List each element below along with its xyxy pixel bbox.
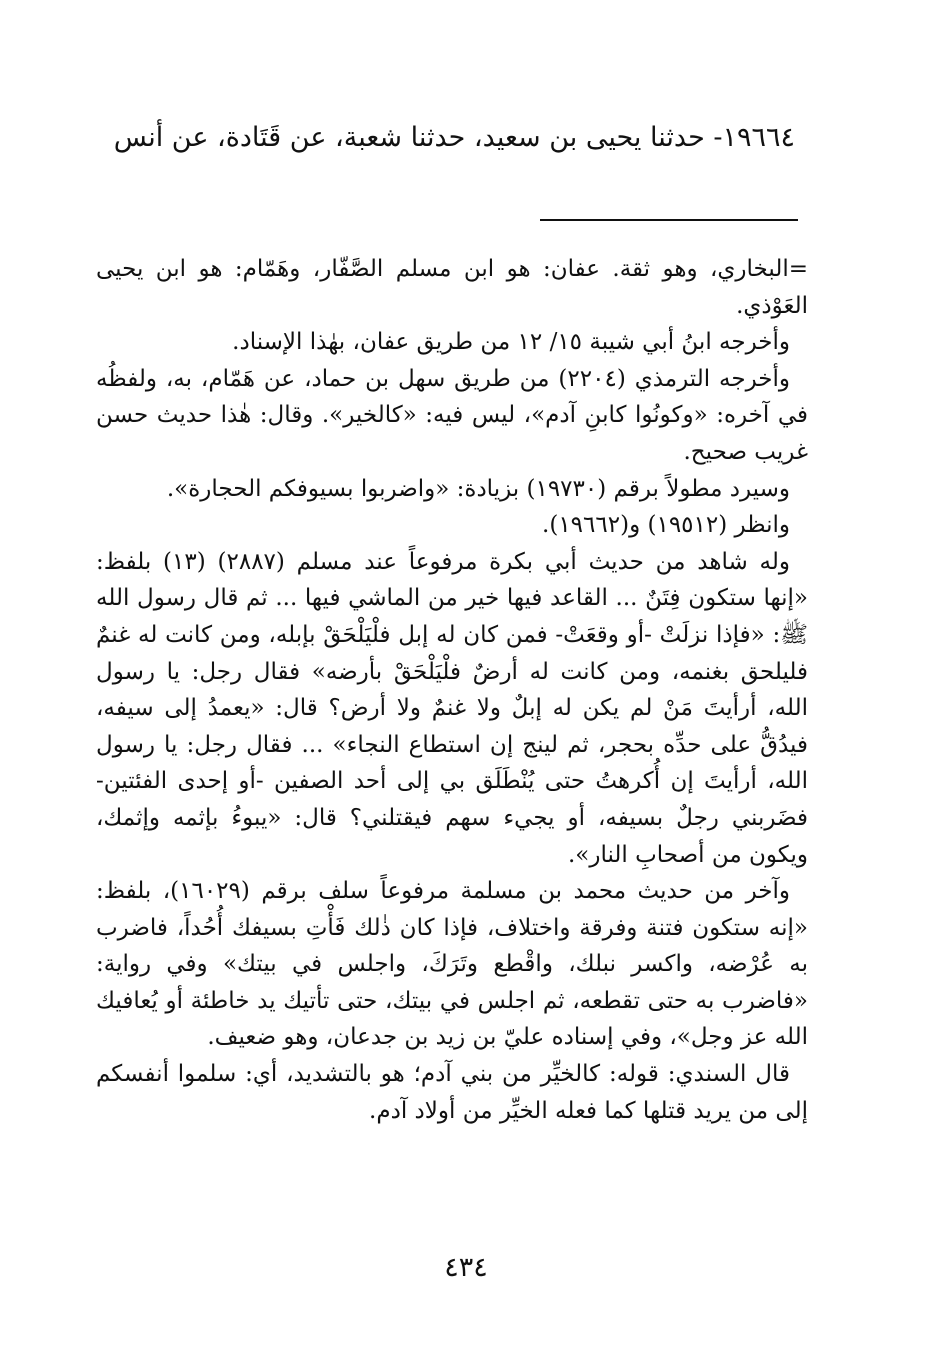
hadith-heading-line: ١٩٦٦٤- حدثنا يحيى بن سعيد، حدثنا شعبة، عن قَتَادة، عن أنس	[113, 122, 795, 153]
footnote-paragraph-7: وآخر من حديث محمد بن مسلمة مرفوعاً سلف برقم (١٦٠٢٩)، بلفظ: «إنه ستكون فتنة وفرقة واختلاف، فإذا كان ذٰلك فَأْتِ بسيفك أُحُداً، فاضرب به عُرْضه، واكسر نبلك، واقْطع وتَرَكَ، واجلس في بيتك» وفي رواية: «فاضرب به حتى تقطعه، ثم اجلس في بيتك، حتى تأتيك يد خاطئة أو يُعافيك الله عز وجل»، وفي إسناده عليّ بن زيد بن جدعان، وهو ضعيف.	[96, 878, 808, 1051]
footnotes-block	[96, 251, 808, 1129]
footnote-separator-rule	[540, 219, 798, 221]
footnote-paragraph-6: وله شاهد من حديث أبي بكرة مرفوعاً عند مسلم (٢٨٨٧) (١٣) بلفظ: «إنها ستكون فِتَنٌ ... القاعد فيها خير من الماشي فيها ... ثم قال رسول الله ﷺ: «فإذا نزلَتْ -أو وقعَتْ- فمن كان له إبل فلْيَلْحَقْ بإبله، ومن كانت له غنمٌ فليلحق بغنمه، ومن كانت له أرضٌ فلْيَلْحَقْ بأرضه» فقال رجل: يا رسول الله، أرأيتَ مَنْ لم يكن له إبلٌ ولا غنمٌ ولا أرض؟ قال: «يعمدُ إلى سيفه، فيدُقُّ على حدِّه بحجر، ثم لينج إن استطاع النجاء» ... فقال رجل: يا رسول الله، أرأيتَ إن أُكرهتُ حتى يُنْطَلَق بي إلى أحد الصفين -أو إحدى الفئتين- فضَربني رجلٌ بسيفه، أو يجيء سهم فيقتلني؟ قال: «يبوءُ بإثمه وإثمك، ويكون من أصحابِ النار».	[96, 548, 808, 868]
footnote-paragraph-2: وأخرجه ابنُ أبي شيبة ١٥/ ١٢ من طريق عفان، بهٰذا الإسناد.	[232, 329, 790, 356]
page-number: ٤٣٤	[444, 1252, 488, 1283]
footnote-paragraph-5: وانظر (١٩٥١٢) و(١٩٦٦٢).	[542, 512, 790, 539]
footnote-paragraph-3: وأخرجه الترمذي (٢٢٠٤) من طريق سهل بن حماد، عن هَمّام، به، ولفظُه في آخره: «وكونُوا كابنِ آدم»، ليس فيه: «كالخير». وقال: هٰذا حديث حسن غريب صحيح.	[96, 365, 808, 465]
footnote-paragraph-4: وسيرد مطولاً برقم (١٩٧٣٠) بزيادة: «واضربوا بسيوفكم الحجارة».	[166, 475, 790, 502]
footnote-paragraph-1: =البخاري، وهو ثقة. عفان: هو ابن مسلم الصَّفّار، وهَمّام: هو ابن يحيى العَوْذي.	[96, 256, 808, 319]
footnote-paragraph-8: قال السندي: قوله: كالخيِّر من بني آدم؛ هو بالتشديد، أي: سلموا أنفسكم إلى من يريد قتلها كما فعله الخيِّر من أولاد آدم.	[96, 1061, 808, 1124]
